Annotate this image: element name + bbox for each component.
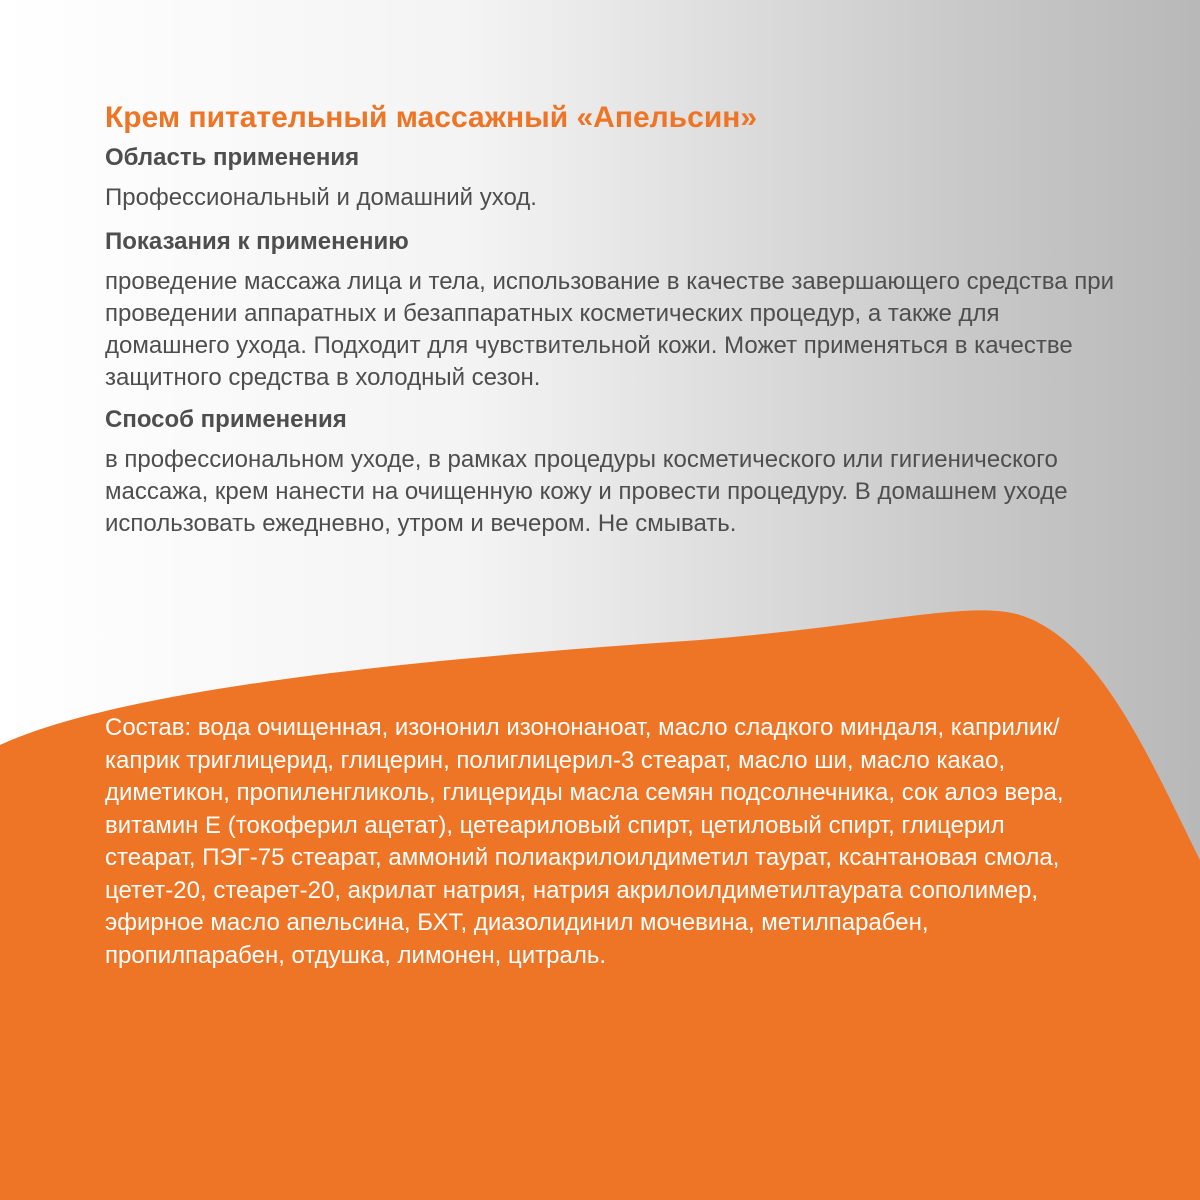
section-text-method: в профессиональном уходе, в рамках процедуры косметического или гигиенического массажа, крем нанести на очищенную кожу и провести процедуру. В домашнем уходе использовать ежедневно, утром и вечером. Не смывать. <box>105 446 1068 537</box>
section-text-indications: проведение массажа лица и тела, использование в качестве завершающего средства при проведении аппаратных и безаппаратных косметических процедур, а также для домашнего ухода. Подходит для чувствительной кожи. Может применяться в качестве защитного средства в холодный сезон. <box>105 268 1115 391</box>
section-text-usage-area: Профессиональный и домашний уход. <box>105 184 537 211</box>
section-heading-indications: Показания к применению <box>105 228 409 255</box>
section-heading-usage-area: Область применения <box>105 144 360 171</box>
product-description <box>105 98 1115 550</box>
composition-text: Состав: вода очищенная, изононил изононаноат, масло сладкого миндаля, каприлик/каприк триглицерид, глицерин, полиглицерил-3 стеарат, масло ши, масло какао, диметикон, пропиленгликоль, глицериды масла семян подсолнечника, сок алоэ вера, витамин Е (токоферил ацетат), цетеариловый спирт, цетиловый спирт, глицерил стеарат, ПЭГ-75 стеарат, аммоний полиакрилоилдиметил таурат, ксантановая смола, цетет-20, стеарет-20, акрилат натрия, натрия акрилоилдиметилтаурата сополимер, эфирное масло апельсина, БХТ, диазолидинил мочевина, метилпарабен, пропилпарабен, отдушка, лимонен, цитраль. <box>105 714 1064 969</box>
section-heading-method: Способ применения <box>105 406 347 433</box>
product-title: Крем питательный массажный «Апельсин» <box>105 101 758 134</box>
